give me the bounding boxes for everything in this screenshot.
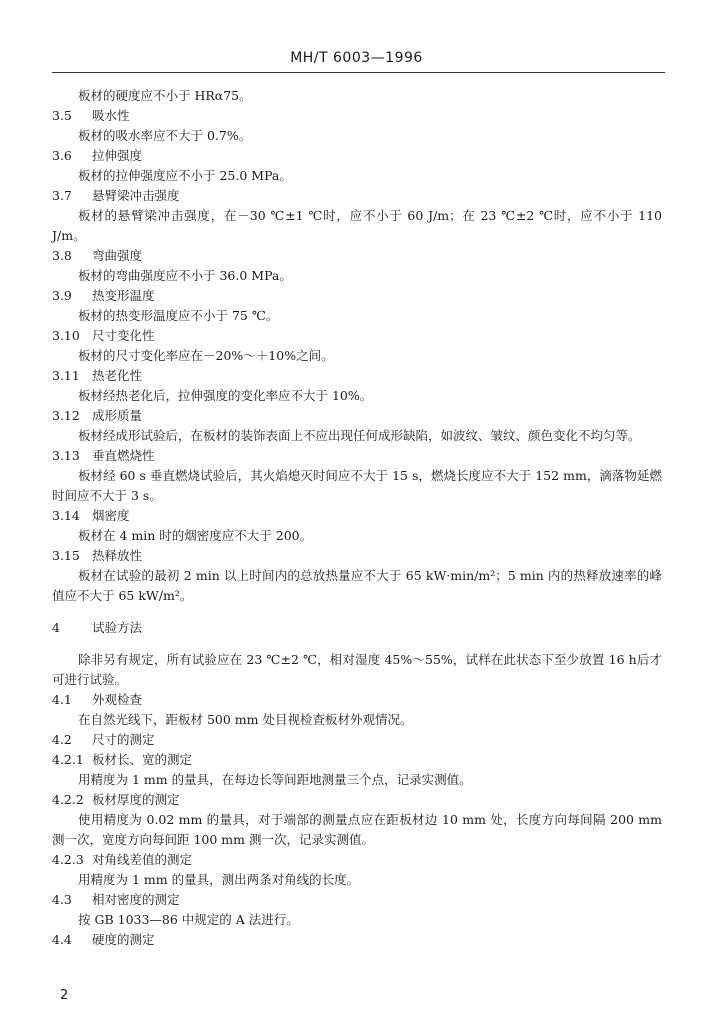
- paragraph-text: 板材经成形试验后，在板材的装饰表面上不应出现任何成形缺陷，如波纹、皱纹、颜色变化不均匀等。: [78, 428, 641, 443]
- section-number: 3.8: [52, 248, 72, 263]
- paragraph-text: 除非另有规定，所有试验应在 23 ℃±2 ℃，相对湿度 45%～55%，试样在此状态下至少放置 16 h后才可进行试验。: [52, 652, 662, 687]
- section-number: 3.15: [52, 548, 80, 563]
- header-rule: [52, 72, 665, 73]
- section-number: 3.13: [52, 448, 80, 463]
- paragraph-text: 板材在试验的最初 2 min 以上时间内的总放热量应不大于 65 kW·min/m²；5 min 内的热释放速率的峰值应不大于 65 kW/m²。: [52, 568, 662, 603]
- section-heading: [52, 506, 662, 526]
- section-title: 尺寸变化性: [92, 328, 155, 343]
- section-heading: [52, 246, 662, 266]
- spacer: [52, 638, 662, 650]
- section-heading: [52, 326, 662, 346]
- paragraph-text: 使用精度为 0.02 mm 的量具，对于端部的测量点应在距板材边 10 mm 处，长度方向每间隔 200 mm 测一次，宽度方向每间距 100 mm 测一次，记录实测值。: [52, 812, 662, 847]
- paragraph-text: 在自然光线下，距板材 500 mm 处目视检查板材外观情况。: [78, 712, 413, 727]
- paragraph-text: 板材的吸水率应不大于 0.7%。: [78, 128, 252, 143]
- standard-code-header: MH/T 6003—1996: [290, 50, 423, 66]
- paragraph-text: 板材经 60 s 垂直燃烧试验后，其火焰熄灭时间应不大于 15 s，燃烧长度应不大于 152 mm，滴落物延燃时间应不大于 3 s。: [52, 468, 662, 503]
- section-title: 弯曲强度: [92, 248, 143, 263]
- section-title: 对角线差值的测定: [92, 852, 193, 867]
- section-title: 热老化性: [92, 368, 143, 383]
- section-number: 4.3: [52, 892, 72, 907]
- section-number: 3.7: [52, 188, 72, 203]
- section-heading: [52, 930, 662, 950]
- section-heading: [52, 690, 662, 710]
- section-number: 3.5: [52, 108, 72, 123]
- section-heading: [52, 750, 662, 770]
- section-heading: [52, 406, 662, 426]
- section-heading: [52, 446, 662, 466]
- section-title: 板材厚度的测定: [92, 792, 180, 807]
- section-heading: [52, 890, 662, 910]
- section-heading: [52, 366, 662, 386]
- section-number: 4.4: [52, 932, 72, 947]
- section-title: 外观检查: [92, 692, 143, 707]
- section-title: 试验方法: [92, 620, 143, 635]
- paragraph-text: 按 GB 1033—86 中规定的 A 法进行。: [78, 912, 299, 927]
- paragraph-text: 用精度为 1 mm 的量具，测出两条对角线的长度。: [78, 872, 360, 887]
- section-title: 悬臂梁冲击强度: [92, 188, 180, 203]
- page-number: 2: [60, 988, 69, 1003]
- paragraph-text: 板材经热老化后，拉伸强度的变化率应不大于 10%。: [78, 388, 373, 403]
- section-heading: [52, 730, 662, 750]
- paragraph-text: 板材的热变形温度应不小于 75 ℃。: [78, 308, 279, 323]
- paragraph-text: 板材的弯曲强度应不小于 36.0 MPa。: [78, 268, 292, 283]
- section-number: 4.1: [52, 692, 72, 707]
- section-number: 4.2: [52, 732, 72, 747]
- section-number: 3.9: [52, 288, 72, 303]
- section-title: 烟密度: [92, 508, 130, 523]
- section-heading: [52, 186, 662, 206]
- paragraph-text: 板材的拉伸强度应不小于 25.0 MPa。: [78, 168, 292, 183]
- paragraph-text: 板材的尺寸变化率应在－20%～＋10%之间。: [78, 348, 334, 363]
- section-heading: [52, 850, 662, 870]
- section-title: 成形质量: [92, 408, 143, 423]
- section-number: 4.2.2: [52, 792, 84, 807]
- section-title: 相对密度的测定: [92, 892, 180, 907]
- section-heading: [52, 146, 662, 166]
- section-number: 3.6: [52, 148, 72, 163]
- section-heading: [52, 546, 662, 566]
- section-number: 4.2.3: [52, 852, 84, 867]
- paragraph-text: 板材在 4 min 时的烟密度应不大于 200。: [78, 528, 313, 543]
- paragraph-text: 板材的悬臂梁冲击强度，在－30 ℃±1 ℃时，应不小于 60 J/m；在 23 ℃±2 ℃时，应不小于 110 J/m。: [52, 208, 662, 243]
- section-title: 尺寸的测定: [92, 732, 155, 747]
- section-title: 硬度的测定: [92, 932, 155, 947]
- section-number: 4: [52, 620, 60, 635]
- paragraph-text: 板材的硬度应不小于 HRα75。: [78, 88, 252, 103]
- section-number: 3.11: [52, 368, 80, 383]
- document-body: [52, 86, 662, 950]
- section-title: 板材长、宽的测定: [92, 752, 193, 767]
- section-number: 3.14: [52, 508, 80, 523]
- section-heading: [52, 286, 662, 306]
- section-title: 热释放性: [92, 548, 143, 563]
- section-heading: [52, 106, 662, 126]
- section-number: 4.2.1: [52, 752, 84, 767]
- spacer: [52, 606, 662, 618]
- section-number: 3.10: [52, 328, 80, 343]
- section-number: 3.12: [52, 408, 80, 423]
- section-heading: [52, 790, 662, 810]
- section-heading: [52, 618, 662, 638]
- section-title: 拉伸强度: [92, 148, 143, 163]
- section-title: 热变形温度: [92, 288, 155, 303]
- section-title: 吸水性: [92, 108, 130, 123]
- section-title: 垂直燃烧性: [92, 448, 155, 463]
- paragraph-text: 用精度为 1 mm 的量具，在每边长等间距地测量三个点，记录实测值。: [78, 772, 472, 787]
